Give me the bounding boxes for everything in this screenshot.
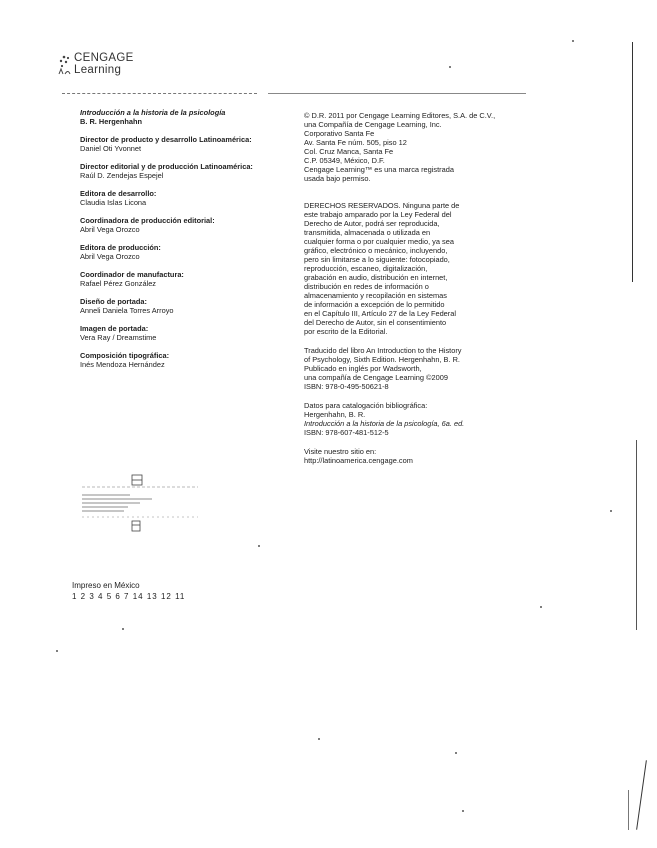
credit-entry [80, 216, 268, 234]
credit-person: Vera Ray / Dreamstime [80, 333, 157, 342]
credit-role: Coordinador de manufactura: [80, 270, 184, 279]
credit-person: Anneli Daniela Torres Arroyo [80, 306, 174, 315]
scan-speck [318, 738, 320, 740]
publisher-name: CENGAGE Learning [74, 52, 134, 76]
credit-person: Rafael Pérez González [80, 279, 156, 288]
header-rule-right [268, 93, 526, 94]
credit-role: Introducción a la historia de la psicología [80, 108, 226, 117]
scan-speck [572, 40, 574, 42]
scan-edge-line [636, 760, 647, 829]
credit-role: Diseño de portada: [80, 297, 147, 306]
credit-entry [80, 135, 268, 153]
scan-edge-line [636, 440, 637, 630]
credit-role: Editora de producción: [80, 243, 161, 252]
scan-speck [122, 628, 124, 630]
credit-person: Raúl D. Zendejas Espejel [80, 171, 164, 180]
credit-entry [80, 270, 268, 288]
credit-person: Inés Mendoza Hernández [80, 360, 165, 369]
scan-speck [455, 752, 457, 754]
credit-person: B. R. Hergenhahn [80, 117, 143, 126]
credit-entry [80, 162, 268, 180]
rights-reserved-notice: DERECHOS RESERVADOS. Ninguna parte de este trabajo amparado por la Ley Federal del Derecho de Autor, podrá ser reproducida, transmitida, almacenada o utilizada en cualquier forma o por cualquier medio, ya sea gráfico, electrónico o mecánico, incluyendo, pero sin limitarse a lo siguiente: fotocopiado, reproducción, escaneo, digitalización, grabación en audio, distribución en internet, distribución en redes de información o almacenamiento y recopilación en sistemas de información a excepción de lo permitido en el Capítulo III, Artículo 27 de la Ley Federal del Derecho de Autor, sin el consentimiento por escrito de la Editorial. [304, 201, 460, 336]
credit-role: Editora de desarrollo: [80, 189, 157, 198]
legal-column [304, 111, 516, 475]
credit-role: Director editorial y de producción Latinoamérica: [80, 162, 253, 171]
credit-person: Claudia Islas Licona [80, 198, 147, 207]
header-rule-left [62, 93, 257, 94]
paper-certification-mark [80, 473, 200, 537]
scan-speck [462, 810, 464, 812]
credit-entry [80, 108, 268, 126]
credit-person: Abril Vega Orozco [80, 225, 140, 234]
credit-entry [80, 297, 268, 315]
credit-role: Composición tipográfica: [80, 351, 170, 360]
catalog-data: Datos para catalogación bibliográfica: Hergenhahn, B. R. Introducción a la historia de la psicología, 6a. ed. ISBN: 978-607-481-512-5 [304, 401, 465, 437]
scan-speck [449, 66, 451, 68]
translation-notice: Traducido del libro An Introduction to the History of Psychology, Sixth Edition. Hergenhahn, B. R. Publicado en inglés por Wadsworth, una compañía de Cengage Learning ©2009 ISBN: 978-0-495-50621-8 [304, 346, 462, 391]
credit-role: Coordinadora de producción editorial: [80, 216, 215, 225]
credit-person: Abril Vega Orozco [80, 252, 140, 261]
credit-entry [80, 324, 268, 342]
scan-speck [610, 510, 612, 512]
cengage-logo-icon [58, 54, 72, 76]
scan-speck [258, 545, 260, 547]
credit-entry [80, 189, 268, 207]
printed-in-mexico: Impreso en México 1 2 3 4 5 6 7 14 13 12 11 [72, 581, 186, 601]
scan-speck [540, 606, 542, 608]
credit-person: Daniel Oti Yvonnet [80, 144, 142, 153]
scan-edge-line [632, 42, 633, 282]
scan-speck [56, 650, 58, 652]
copyright-notice: © D.R. 2011 por Cengage Learning Editores, S.A. de C.V., una Compañía de Cengage Learning, Inc. Corporativo Santa Fe Av. Santa Fe núm. 505, piso 12 Col. Cruz Manca, Santa Fe C.P. 05349, México, D.F. Cengage Learning™ es una marca registrada usada bajo permiso. [304, 111, 496, 183]
scan-edge-line [628, 790, 629, 830]
website-notice: Visite nuestro sitio en: http://latinoamerica.cengage.com [304, 447, 413, 465]
credit-entry [80, 351, 268, 369]
credit-entry [80, 243, 268, 261]
credit-role: Imagen de portada: [80, 324, 149, 333]
credit-role: Director de producto y desarrollo Latinoamérica: [80, 135, 252, 144]
credits-column [80, 108, 268, 378]
